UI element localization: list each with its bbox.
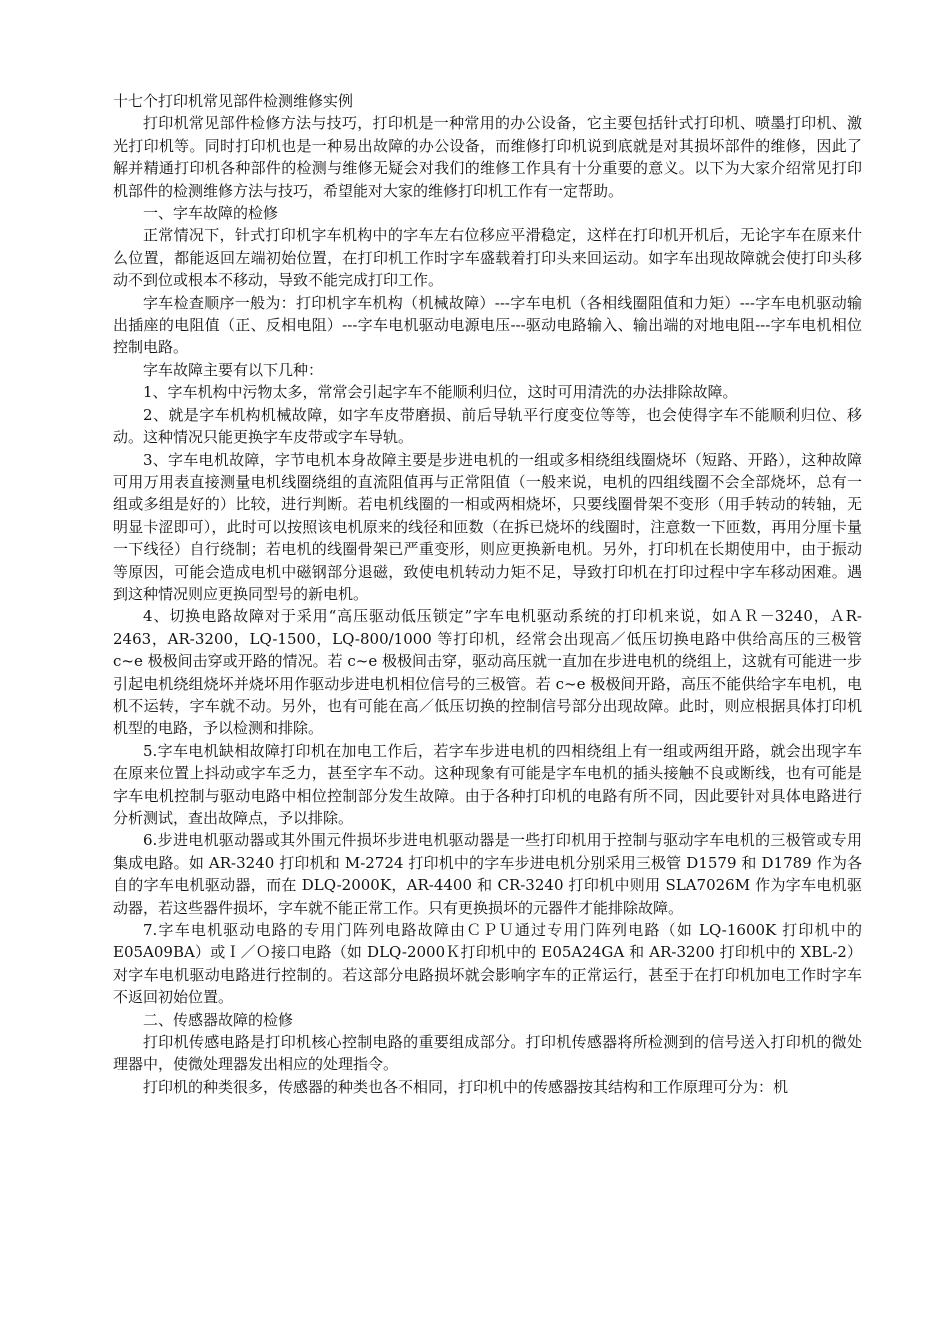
list-item-5: 5.字车电机缺相故障打印机在加电工作后，若字车步进电机的四相绕组上有一组或两组开路，就会出现字车在原来位置上抖动或字车乏力，甚至字车不动。这种现象有可能是字车电机的插头接触不良或断线，也有可能是字车电机控制与驱动电路中相位控制部分发生故障。由于各种打印机的电路有所不同，因此要针对具体电路进行分析测试，查出故障点，予以排除。: [113, 741, 862, 827]
section-heading-carriage: 一、字车故障的检修: [143, 204, 279, 223]
list-item-6: 6.步进电机驱动器或其外围元件损坏步进电机驱动器是一些打印机用于控制与驱动字车电机的三极管或专用集成电路。如 AR-3240 打印机和 M-2724 打印机中的字车步进电机分别采用三极管 D1579 和 D1789 作为各自的字车电机驱动器，而在 DLQ-2000K，AR-4400 和 CR-3240 打印机中则用 SLA7026M 作为字车电机驱动器，若这些器件损坏，字车就不能正常工作。只有更换损坏的元器件才能排除故障。: [113, 831, 862, 917]
section-heading-sensor: 二、传感器故障的检修: [143, 1010, 294, 1029]
document-title: 十七个打印机常见部件检测维修实例: [113, 92, 354, 110]
list-item-3: 3、字车电机故障，字节电机本身故障主要是步进电机的一组或多相绕组线圈烧坏（短路、开路），这种故障可用万用表直接测量电机线圈绕组的直流阻值再与正常阻值（一般来说，电机的四组线圈不会全部烧坏，总有一组或多组是好的）比较，进行判断。若电机线圈的一相或两相烧坏，只要线圈骨架不变形（用手转动的转轴，无明显卡涩即可），此时可以按照该电机原来的线径和匝数（在拆已烧坏的线圈时，注意数一下匝数，再用分厘卡量一下线径）自行绕制；若电机的线圈骨架已严重变形，则应更换新电机。另外，打印机在长期使用中，由于振动等原因，可能会造成电机中磁钢部分退磁，致使电机转动力矩不足，导致打印机在打印过程中字车移动困难。遇到这种情况则应更换同型号的新电机。: [113, 450, 862, 603]
paragraph-intro: 打印机常见部件检修方法与技巧，打印机是一种常用的办公设备，它主要包括针式打印机、喷墨打印机、激光打印机等。同时打印机也是一种易出故障的办公设备，而维修打印机说到底就是对其损坏部件的维修，因此了解并精通打印机各种部件的检测与维修无疑会对我们的维修工作具有十分重要的意义。以下为大家介绍常见打印机部件的检测维修方法与技巧，希望能对大家的维修打印机工作有一定帮助。: [113, 114, 862, 200]
list-item-1: 1、字车机构中污物太多，常常会引起字车不能顺利归位，这时可用清洗的办法排除故障。: [143, 383, 738, 402]
paragraph-carriage-normal: 正常情况下，针式打印机字车机构中的字车左右位移应平滑稳定，这样在打印机开机后，无论字车在原来什么位置，都能返回左端初始位置，在打印机工作时字车盛载着打印头来回运动。如字车出现故障就会使打印头移动不到位或根本不移动，导致不能完成打印工作。: [113, 226, 862, 290]
paragraph-carriage-fault-types: 字车故障主要有以下几种：: [143, 360, 324, 379]
document-page: [113, 90, 862, 1098]
paragraph-sensor-types: 打印机的种类很多，传感器的种类也各不相同，打印机中的传感器按其结构和工作原理可分为：机: [143, 1077, 789, 1096]
list-item-7: 7.字车电机驱动电路的专用门阵列电路故障由ＣＰＵ通过专用门阵列电路（如 LQ-1600K 打印机中的 E05A09BA）或Ｉ／Ｏ接口电路（如 DLQ-2000Ｋ打印机中的 E05A24GA 和 AR-3200 打印机中的 XBL-2）对字车电机驱动电路进行控制的。若这部分电路损坏就会影响字车的正常运行，甚至于在打印机加电工作时字车不返回初始位置。: [113, 921, 862, 1007]
list-item-4: 4、切换电路故障对于采用“高压驱动低压锁定”字车电机驱动系统的打印机来说，如ＡＲ－3240，ＡR-2463，AR-3200，LQ-1500，LQ-800/1000 等打印机，经常会出现高／低压切换电路中供给高压的三极管 c~e 极极间击穿或开路的情况。若 c~e 极极间击穿，驱动高压就一直加在步进电机的绕组上，这就有可能进一步引起电机绕组烧坏并烧坏用作驱动步进电机相位信号的三极管。若 c~e 极极间开路，高压不能供给字车电机，电机不运转，字车就不动。另外，也有可能在高／低压切换的控制信号部分出现故障。此时，则应根据具体打印机机型的电路，予以检测和排除。: [113, 607, 863, 738]
paragraph-carriage-check-order: 字车检查顺序一般为：打印机字车机构（机械故障）---字车电机（各相线圈阻值和力矩）---字车电机驱动输出插座的电阻值（正、反相电阻）---字车电机驱动电源电压---驱动电路输入、输出端的对地电阻---字车电机相位控制电路。: [113, 293, 862, 357]
paragraph-sensor-intro: 打印机传感电路是打印机核心控制电路的重要组成部分。打印机传感器将所检测到的信号送入打印机的微处理器中，使微处理器发出相应的处理指令。: [113, 1033, 862, 1074]
list-item-2: 2、就是字车机构机械故障，如字车皮带磨损、前后导轨平行度变位等等，也会使得字车不能顺利归位、移动。这种情况只能更换字车皮带或字车导轨。: [113, 405, 862, 447]
